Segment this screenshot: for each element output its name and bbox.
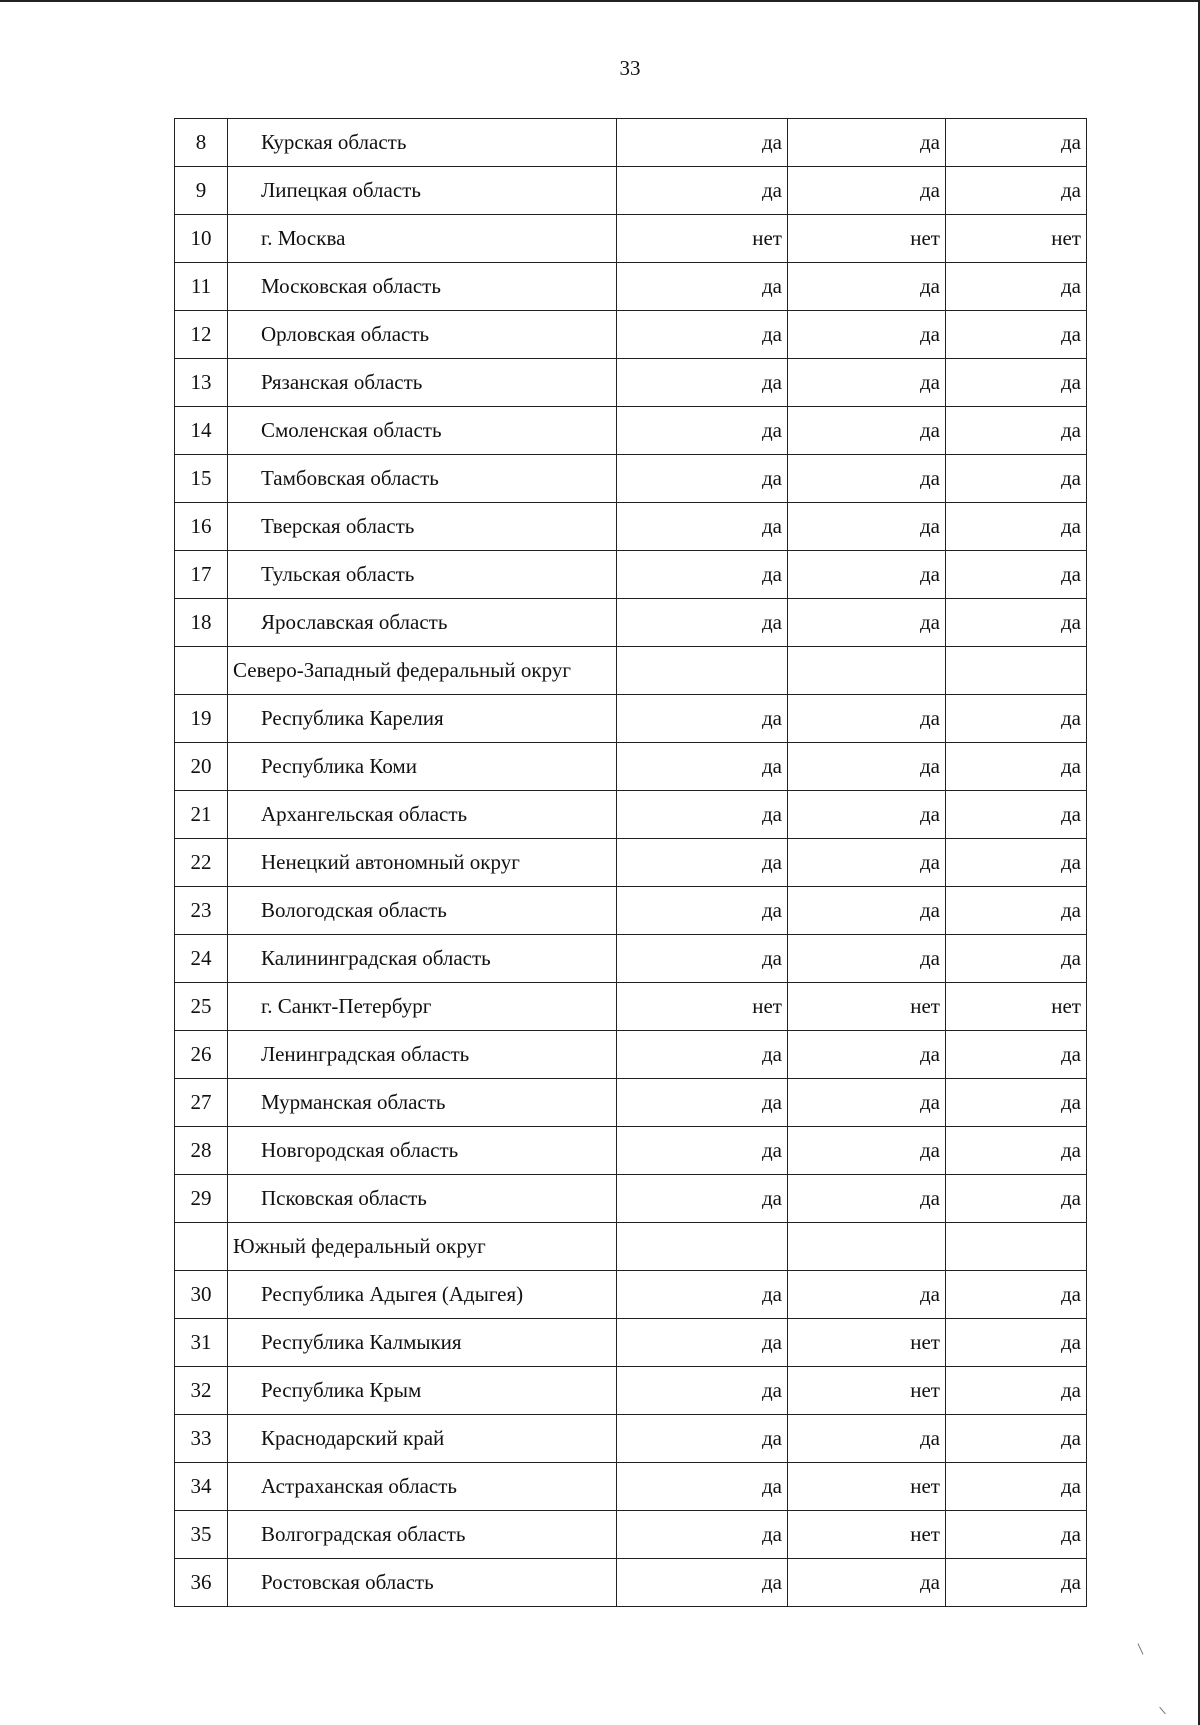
value-col-2: да [788, 935, 946, 983]
value-col-3: да [946, 1079, 1087, 1127]
table-row [175, 359, 1087, 407]
row-number: 24 [175, 935, 228, 983]
table-row [175, 503, 1087, 551]
value-col-1: да [617, 695, 788, 743]
value-col-1: да [617, 743, 788, 791]
value-col-1: да [617, 455, 788, 503]
region-name: Рязанская область [228, 359, 617, 407]
region-name: Волгоградская область [228, 1511, 617, 1559]
value-col-3: да [946, 1415, 1087, 1463]
value-col-1: да [617, 263, 788, 311]
value-col-2: да [788, 263, 946, 311]
value-col-2: да [788, 551, 946, 599]
value-col-1: да [617, 791, 788, 839]
row-number: 12 [175, 311, 228, 359]
value-col-2: да [788, 311, 946, 359]
region-name: Орловская область [228, 311, 617, 359]
table-row [175, 119, 1087, 167]
value-col-1: да [617, 311, 788, 359]
district-header-row [175, 1223, 1087, 1271]
row-number: 19 [175, 695, 228, 743]
value-col-1: нет [617, 983, 788, 1031]
value-col-3: да [946, 1175, 1087, 1223]
district-name: Северо-Западный федеральный округ [228, 647, 617, 695]
value-col-3: да [946, 119, 1087, 167]
value-col-1: да [617, 1511, 788, 1559]
value-col-3: да [946, 263, 1087, 311]
table-row [175, 263, 1087, 311]
table-row [175, 791, 1087, 839]
value-col-3: да [946, 359, 1087, 407]
row-number: 27 [175, 1079, 228, 1127]
row-number: 33 [175, 1415, 228, 1463]
value-col-1: да [617, 1175, 788, 1223]
region-name: Республика Коми [228, 743, 617, 791]
value-col-2: да [788, 503, 946, 551]
value-col-3: да [946, 695, 1087, 743]
row-number: 23 [175, 887, 228, 935]
scan-mark [1159, 1707, 1166, 1715]
region-name: Республика Карелия [228, 695, 617, 743]
value-col-3 [946, 647, 1087, 695]
region-name: г. Санкт-Петербург [228, 983, 617, 1031]
value-col-3: да [946, 743, 1087, 791]
value-col-3: да [946, 551, 1087, 599]
region-name: Новгородская область [228, 1127, 617, 1175]
region-name: Архангельская область [228, 791, 617, 839]
row-number: 30 [175, 1271, 228, 1319]
regions-table [174, 118, 1087, 1607]
value-col-1: да [617, 1031, 788, 1079]
page-border-top [0, 0, 1200, 2]
value-col-1 [617, 647, 788, 695]
district-name: Южный федеральный округ [228, 1223, 617, 1271]
value-col-2 [788, 647, 946, 695]
table-row [175, 599, 1087, 647]
table-row [175, 407, 1087, 455]
value-col-2: да [788, 167, 946, 215]
table-row [175, 839, 1087, 887]
table-row [175, 551, 1087, 599]
row-number: 25 [175, 983, 228, 1031]
value-col-2: да [788, 1175, 946, 1223]
table-row [175, 167, 1087, 215]
value-col-2 [788, 1223, 946, 1271]
row-number: 20 [175, 743, 228, 791]
row-number: 10 [175, 215, 228, 263]
value-col-1: да [617, 887, 788, 935]
row-number [175, 1223, 228, 1271]
value-col-2: нет [788, 1511, 946, 1559]
value-col-3: да [946, 839, 1087, 887]
region-name: Республика Адыгея (Адыгея) [228, 1271, 617, 1319]
row-number: 13 [175, 359, 228, 407]
value-col-2: да [788, 839, 946, 887]
value-col-3: да [946, 1319, 1087, 1367]
value-col-3: да [946, 311, 1087, 359]
value-col-3: да [946, 1511, 1087, 1559]
value-col-1: да [617, 503, 788, 551]
value-col-3: нет [946, 983, 1087, 1031]
region-name: Республика Крым [228, 1367, 617, 1415]
row-number: 18 [175, 599, 228, 647]
row-number: 14 [175, 407, 228, 455]
table-row [175, 1463, 1087, 1511]
region-name: Вологодская область [228, 887, 617, 935]
region-name: Ленинградская область [228, 1031, 617, 1079]
table-row [175, 743, 1087, 791]
value-col-2: нет [788, 983, 946, 1031]
region-name: Липецкая область [228, 167, 617, 215]
region-name: Ненецкий автономный округ [228, 839, 617, 887]
row-number: 31 [175, 1319, 228, 1367]
row-number: 9 [175, 167, 228, 215]
value-col-3: да [946, 1559, 1087, 1607]
row-number: 22 [175, 839, 228, 887]
table-row [175, 1559, 1087, 1607]
value-col-3: да [946, 887, 1087, 935]
value-col-3: да [946, 1367, 1087, 1415]
value-col-2: нет [788, 1367, 946, 1415]
value-col-1: да [617, 935, 788, 983]
row-number: 34 [175, 1463, 228, 1511]
value-col-1: да [617, 1079, 788, 1127]
value-col-1: да [617, 1127, 788, 1175]
region-name: Мурманская область [228, 1079, 617, 1127]
region-name: Астраханская область [228, 1463, 617, 1511]
page-number: 33 [619, 56, 641, 80]
district-header-row [175, 647, 1087, 695]
value-col-1 [617, 1223, 788, 1271]
value-col-2: да [788, 455, 946, 503]
region-name: Краснодарский край [228, 1415, 617, 1463]
value-col-1: да [617, 1415, 788, 1463]
value-col-1: да [617, 1271, 788, 1319]
table-row [175, 1271, 1087, 1319]
row-number [175, 647, 228, 695]
value-col-3: да [946, 1031, 1087, 1079]
row-number: 16 [175, 503, 228, 551]
value-col-3: да [946, 407, 1087, 455]
value-col-1: да [617, 1559, 788, 1607]
table-row [175, 311, 1087, 359]
row-number: 28 [175, 1127, 228, 1175]
value-col-1: да [617, 119, 788, 167]
value-col-1: да [617, 1367, 788, 1415]
table-row [175, 455, 1087, 503]
region-name: Тульская область [228, 551, 617, 599]
table-row [175, 1175, 1087, 1223]
table-row [175, 1127, 1087, 1175]
table-row [175, 1319, 1087, 1367]
region-name: Тамбовская область [228, 455, 617, 503]
region-name: Тверская область [228, 503, 617, 551]
regions-table-body [175, 119, 1087, 1607]
value-col-2: нет [788, 1319, 946, 1367]
value-col-1: да [617, 1319, 788, 1367]
row-number: 8 [175, 119, 228, 167]
value-col-3: да [946, 1271, 1087, 1319]
value-col-1: да [617, 407, 788, 455]
value-col-1: да [617, 551, 788, 599]
table-row [175, 935, 1087, 983]
value-col-2: нет [788, 215, 946, 263]
value-col-2: да [788, 1031, 946, 1079]
value-col-3: да [946, 455, 1087, 503]
value-col-3: нет [946, 215, 1087, 263]
region-name: Курская область [228, 119, 617, 167]
region-name: Калининградская область [228, 935, 617, 983]
value-col-2: да [788, 119, 946, 167]
value-col-2: да [788, 1127, 946, 1175]
value-col-1: да [617, 839, 788, 887]
value-col-1: да [617, 1463, 788, 1511]
table-row [175, 1031, 1087, 1079]
row-number: 11 [175, 263, 228, 311]
table-row [175, 1415, 1087, 1463]
region-name: г. Москва [228, 215, 617, 263]
value-col-3: да [946, 1463, 1087, 1511]
value-col-1: нет [617, 215, 788, 263]
value-col-2: да [788, 1559, 946, 1607]
row-number: 35 [175, 1511, 228, 1559]
row-number: 32 [175, 1367, 228, 1415]
value-col-2: да [788, 791, 946, 839]
value-col-2: да [788, 1415, 946, 1463]
value-col-2: да [788, 887, 946, 935]
value-col-1: да [617, 359, 788, 407]
row-number: 21 [175, 791, 228, 839]
region-name: Московская область [228, 263, 617, 311]
region-name: Республика Калмыкия [228, 1319, 617, 1367]
value-col-2: да [788, 1271, 946, 1319]
table-row [175, 695, 1087, 743]
row-number: 36 [175, 1559, 228, 1607]
value-col-2: нет [788, 1463, 946, 1511]
table-row [175, 1367, 1087, 1415]
region-name: Ростовская область [228, 1559, 617, 1607]
value-col-2: да [788, 599, 946, 647]
row-number: 29 [175, 1175, 228, 1223]
table-row [175, 1079, 1087, 1127]
row-number: 26 [175, 1031, 228, 1079]
value-col-3 [946, 1223, 1087, 1271]
value-col-1: да [617, 167, 788, 215]
value-col-1: да [617, 599, 788, 647]
value-col-3: да [946, 599, 1087, 647]
value-col-3: да [946, 791, 1087, 839]
row-number: 17 [175, 551, 228, 599]
table-row [175, 1511, 1087, 1559]
table-row [175, 887, 1087, 935]
value-col-2: да [788, 359, 946, 407]
value-col-2: да [788, 695, 946, 743]
value-col-3: да [946, 935, 1087, 983]
region-name: Ярославская область [228, 599, 617, 647]
region-name: Смоленская область [228, 407, 617, 455]
value-col-2: да [788, 1079, 946, 1127]
scan-mark [1138, 1643, 1144, 1654]
table-row [175, 215, 1087, 263]
row-number: 15 [175, 455, 228, 503]
value-col-2: да [788, 407, 946, 455]
value-col-2: да [788, 743, 946, 791]
value-col-3: да [946, 1127, 1087, 1175]
table-row [175, 983, 1087, 1031]
value-col-3: да [946, 167, 1087, 215]
value-col-3: да [946, 503, 1087, 551]
region-name: Псковская область [228, 1175, 617, 1223]
